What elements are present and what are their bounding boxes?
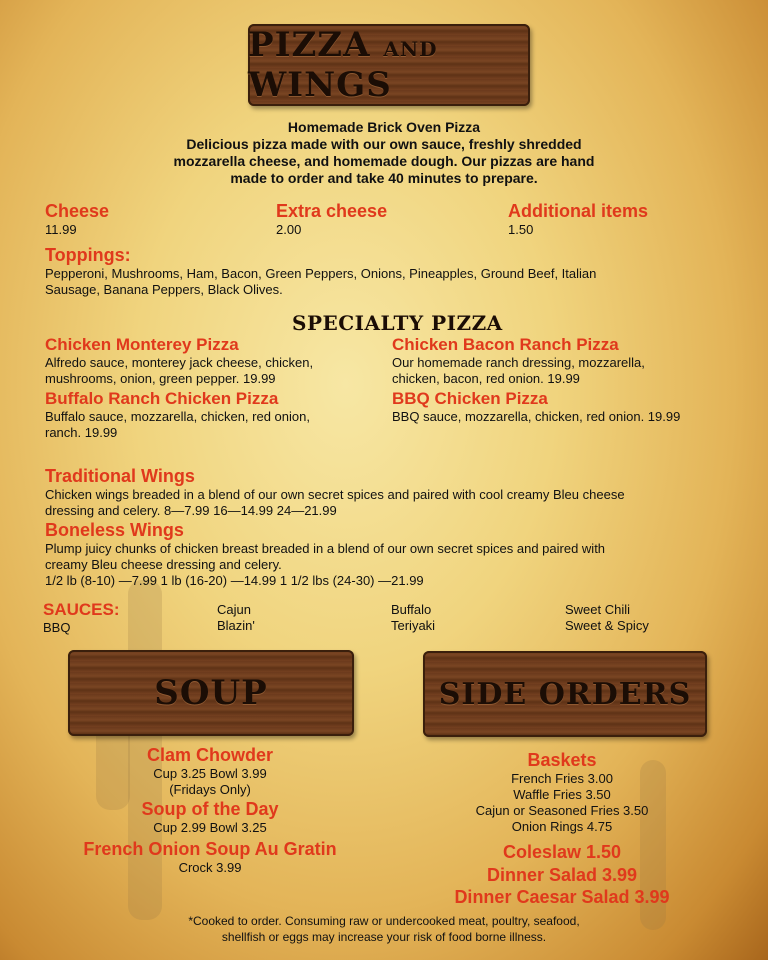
sauce-item: BBQ [43,620,71,635]
specialty-item-bacon-ranch: Chicken Bacon Ranch Pizza Our homemade ranch dressing, mozzarella, chicken, bacon, red onion. 19.99 [392,335,645,386]
intro-line-2: Delicious pizza made with our own sauce, freshly shredded [186,136,582,152]
intro-line-3: mozzarella cheese, and homemade dough. Our pizzas are hand [173,153,595,169]
coleslaw: Coleslaw 1.50 [502,842,622,862]
toppings-heading: Toppings: [45,245,131,265]
sauce-item: Sweet & Spicy [565,618,649,633]
basket-item: Onion Rings 4.75 [511,819,613,834]
toppings-line-1: Pepperoni, Mushrooms, Ham, Bacon, Green Peppers, Onions, Pineapples, Ground Beef, Italian [45,266,597,281]
specialty-item-buffalo: Buffalo Ranch Chicken Pizza Buffalo sauce, mozzarella, chicken, red onion, ranch. 19.99 [45,389,310,440]
intro-text [80,119,688,187]
side-orders-heading: SIDE ORDERS [438,676,692,712]
footer-disclaimer: *Cooked to order. Consuming raw or undercooked meat, poultry, seafood, shellfish or eggs may increase your risk of food borne illness. [188,914,580,944]
specialty-heading: SPECIALTY PIZZA [292,311,503,335]
side-orders-list [402,749,722,908]
soup-day-name: Soup of the Day [141,799,279,819]
soup-plank [68,650,354,736]
sauce-item: Blazin' [217,618,255,633]
sauce-item: Teriyaki [391,618,436,633]
price-extra-cheese: Extra cheese 2.00 [276,201,388,237]
toppings-section [45,245,735,298]
wings-traditional: Traditional Wings Chicken wings breaded in a blend of our own secret spices and paired with cool creamy Bleu cheese dressing and celery. 8—7.99 16—14.99 24—21.99 [45,466,625,518]
basket-item: Waffle Fries 3.50 [513,787,611,802]
wings-boneless: Boneless Wings Plump juicy chunks of chicken breast breaded in a blend of our own secret spices and paired with creamy Bleu cheese dressing and celery. 1/2 lb (8-10) —7.99 1 lb (16-20) —14.99 1 1/2 lbs (24-30) —21.99 [45,520,606,588]
basket-item: Cajun or Seasoned Fries 3.50 [475,803,649,818]
header-title-plank [248,24,530,106]
price-additional-items: Additional items 1.50 [508,201,649,237]
sauce-item: Buffalo [391,602,432,617]
specialty-item-monterey: Chicken Monterey Pizza Alfredo sauce, monterey jack cheese, chicken, mushrooms, onion, green pepper. 19.99 [45,335,314,386]
intro-line-1: Homemade Brick Oven Pizza [287,119,481,135]
soup-heading: SOUP [154,673,268,713]
sauce-item: Sweet Chili [565,602,631,617]
intro-line-4: made to order and take 40 minutes to prepare. [230,170,538,186]
sauces-section [43,600,733,636]
soup-list: Clam Chowder Cup 3.25 Bowl 3.99 (Fridays Only) Soup of the Day Cup 2.99 Bowl 3.25 French Onion Soup Au Gratin Crock 3.99 [40,744,380,876]
page-title: PIZZA AND WINGS [248,25,438,105]
soup-clam-name: Clam Chowder [146,745,274,765]
side-orders-plank [423,651,707,737]
soup-onion-name: French Onion Soup Au Gratin [83,839,337,859]
sauces-heading: SAUCES: [43,600,120,619]
basket-item: French Fries 3.00 [511,771,613,786]
sauce-item: Cajun [217,602,251,617]
toppings-line-2: Sausage, Banana Peppers, Black Olives. [45,282,283,297]
specialty-item-bbq: BBQ Chicken Pizza BBQ sauce, mozzarella, chicken, red onion. 19.99 [392,389,681,424]
baskets-heading: Baskets [527,750,597,770]
dinner-caesar-salad: Dinner Caesar Salad 3.99 [454,887,670,907]
dinner-salad: Dinner Salad 3.99 [486,865,638,885]
price-cheese: Cheese 11.99 [45,201,110,237]
